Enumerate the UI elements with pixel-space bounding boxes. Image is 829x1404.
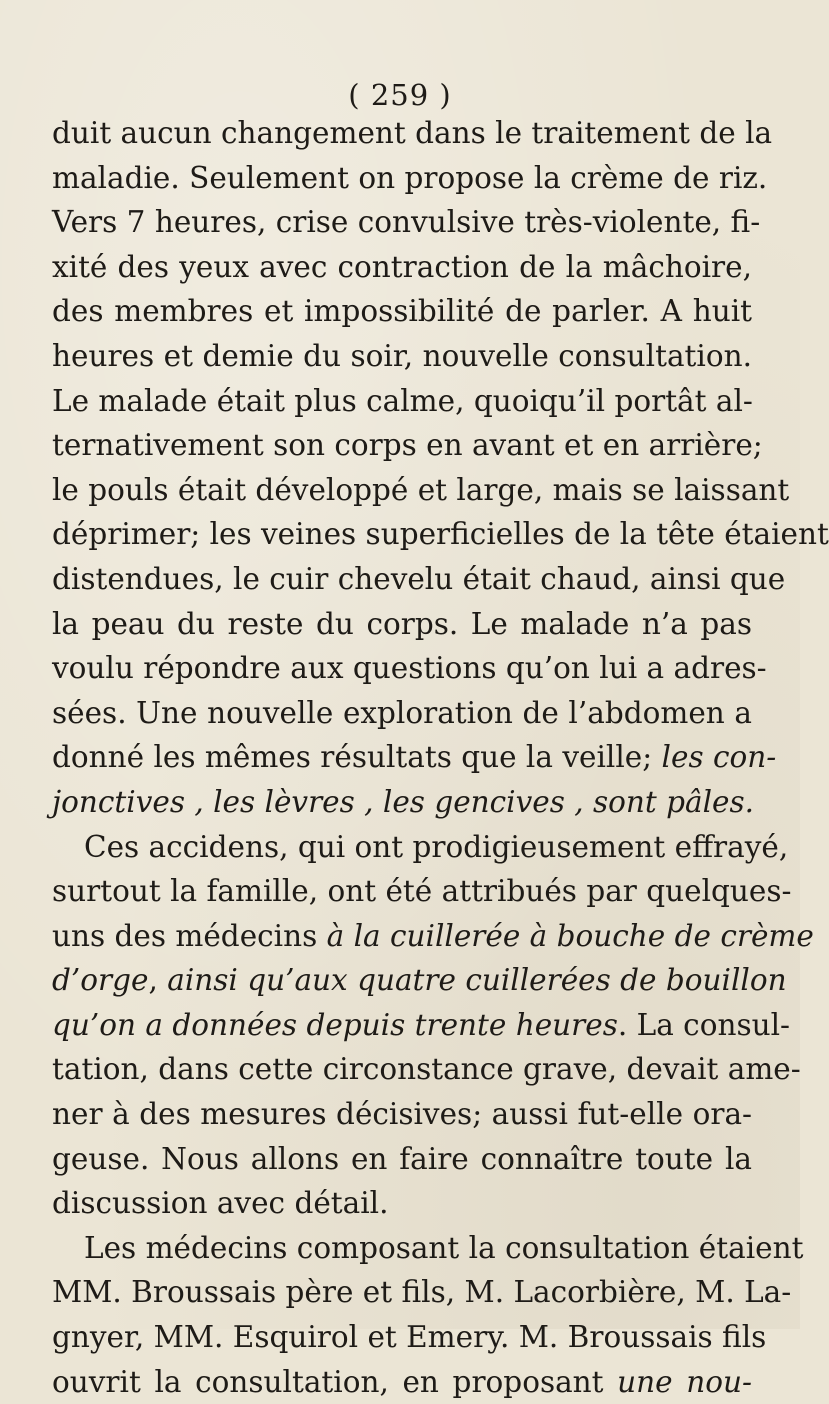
text-segment: voulu répondre aux questions qu’on lui a adres- [52,651,767,686]
text-segment: Ces accidens, qui ont prodigieusement effrayé, [84,829,789,864]
text-line [52,289,752,334]
text-line [52,379,752,424]
text-segment: donné les mêmes résultats que la veille; [52,740,662,775]
text-line [52,1181,752,1226]
text-line [52,557,786,602]
text-segment: heures et demie du soir, nouvelle consultation. [52,338,752,373]
text-segment: uns des médecins [52,918,327,953]
text-line [52,646,767,691]
italic-text-segment: ainsi qu’aux quatre cuillerées de bouillon [167,963,787,998]
italic-text-segment: une nou- [617,1364,752,1399]
text-line [52,1047,801,1092]
text-segment: le pouls était développé et large, mais se laissant [52,472,790,507]
italic-text-segment: jonctives , les lèvres , les gencives , sont pâles. [52,784,755,819]
text-line [52,691,752,736]
text-segment: discussion avec détail. [52,1186,389,1221]
text-segment: Vers 7 heures, crise convulsive très-violente, fi- [52,205,761,240]
text-line [52,245,752,290]
text-segment: ouvrit la consultation, en proposant [52,1364,618,1399]
text-segment: ternativement son corps en avant et en arrière; [52,428,763,463]
text-line [52,1137,752,1182]
italic-text-segment: les con- [661,740,777,775]
text-line [52,1360,752,1404]
text-segment: sées. Une nouvelle exploration de l’abdomen a [52,695,752,730]
text-line [52,958,787,1003]
page-number: ( 259 ) [348,78,452,112]
text-segment: MM. Broussais père et fils, M. Lacorbière, M. La- [52,1275,792,1310]
text-line [52,111,773,156]
text-line [52,512,829,557]
text-line [52,334,752,379]
text-line [52,1270,792,1315]
text-segment: ner à des mesures décisives; aussi fut-elle ora- [52,1097,752,1132]
text-segment: duit aucun changement dans le traitement de la [52,116,773,150]
text-line [52,200,761,245]
italic-text-segment: à la cuillerée à bouche de crème [326,918,814,953]
text-segment: distendues, le cuir chevelu était chaud, ainsi que [52,561,786,596]
text-line [52,423,763,468]
text-segment: geuse. Nous allons en faire connaître toute la [52,1141,752,1176]
text-line [52,780,755,825]
text-line [52,1003,791,1048]
text-segment: Le malade était plus calme, quoiqu’il portât al- [52,383,753,418]
text-segment: . La consul- [617,1007,791,1042]
text-segment: la peau du reste du corps. Le malade n’a pas [52,606,752,641]
text-line [52,869,792,914]
text-line [52,156,768,201]
text-line [52,735,777,780]
text-line [52,1315,767,1360]
text-segment: déprimer; les veines superficielles de la tête étaient [52,517,829,552]
text-line [52,825,789,870]
body-text [52,111,829,1404]
text-line [52,1226,804,1271]
text-segment: xité des yeux avec contraction de la mâchoire, [52,249,752,284]
text-segment: maladie. Seulement on propose la crème de riz. [52,160,768,195]
text-segment: gnyer, MM. Esquirol et Emery. M. Broussais fils [52,1320,767,1355]
text-segment: , [148,963,168,998]
text-segment: des membres et impossibilité de parler. A huit [52,294,752,329]
text-line [52,1092,752,1137]
text-line [52,602,752,647]
text-segment: Les médecins composant la consultation étaient [84,1230,804,1265]
italic-text-segment: qu’on a données depuis trente heures [52,1007,618,1042]
text-segment: tation, dans cette circonstance grave, devait ame- [52,1052,801,1087]
italic-text-segment: d’orge [52,963,149,998]
text-line [52,914,814,959]
text-segment: surtout la famille, ont été attribués par quelques- [52,874,792,909]
text-line [52,468,790,513]
